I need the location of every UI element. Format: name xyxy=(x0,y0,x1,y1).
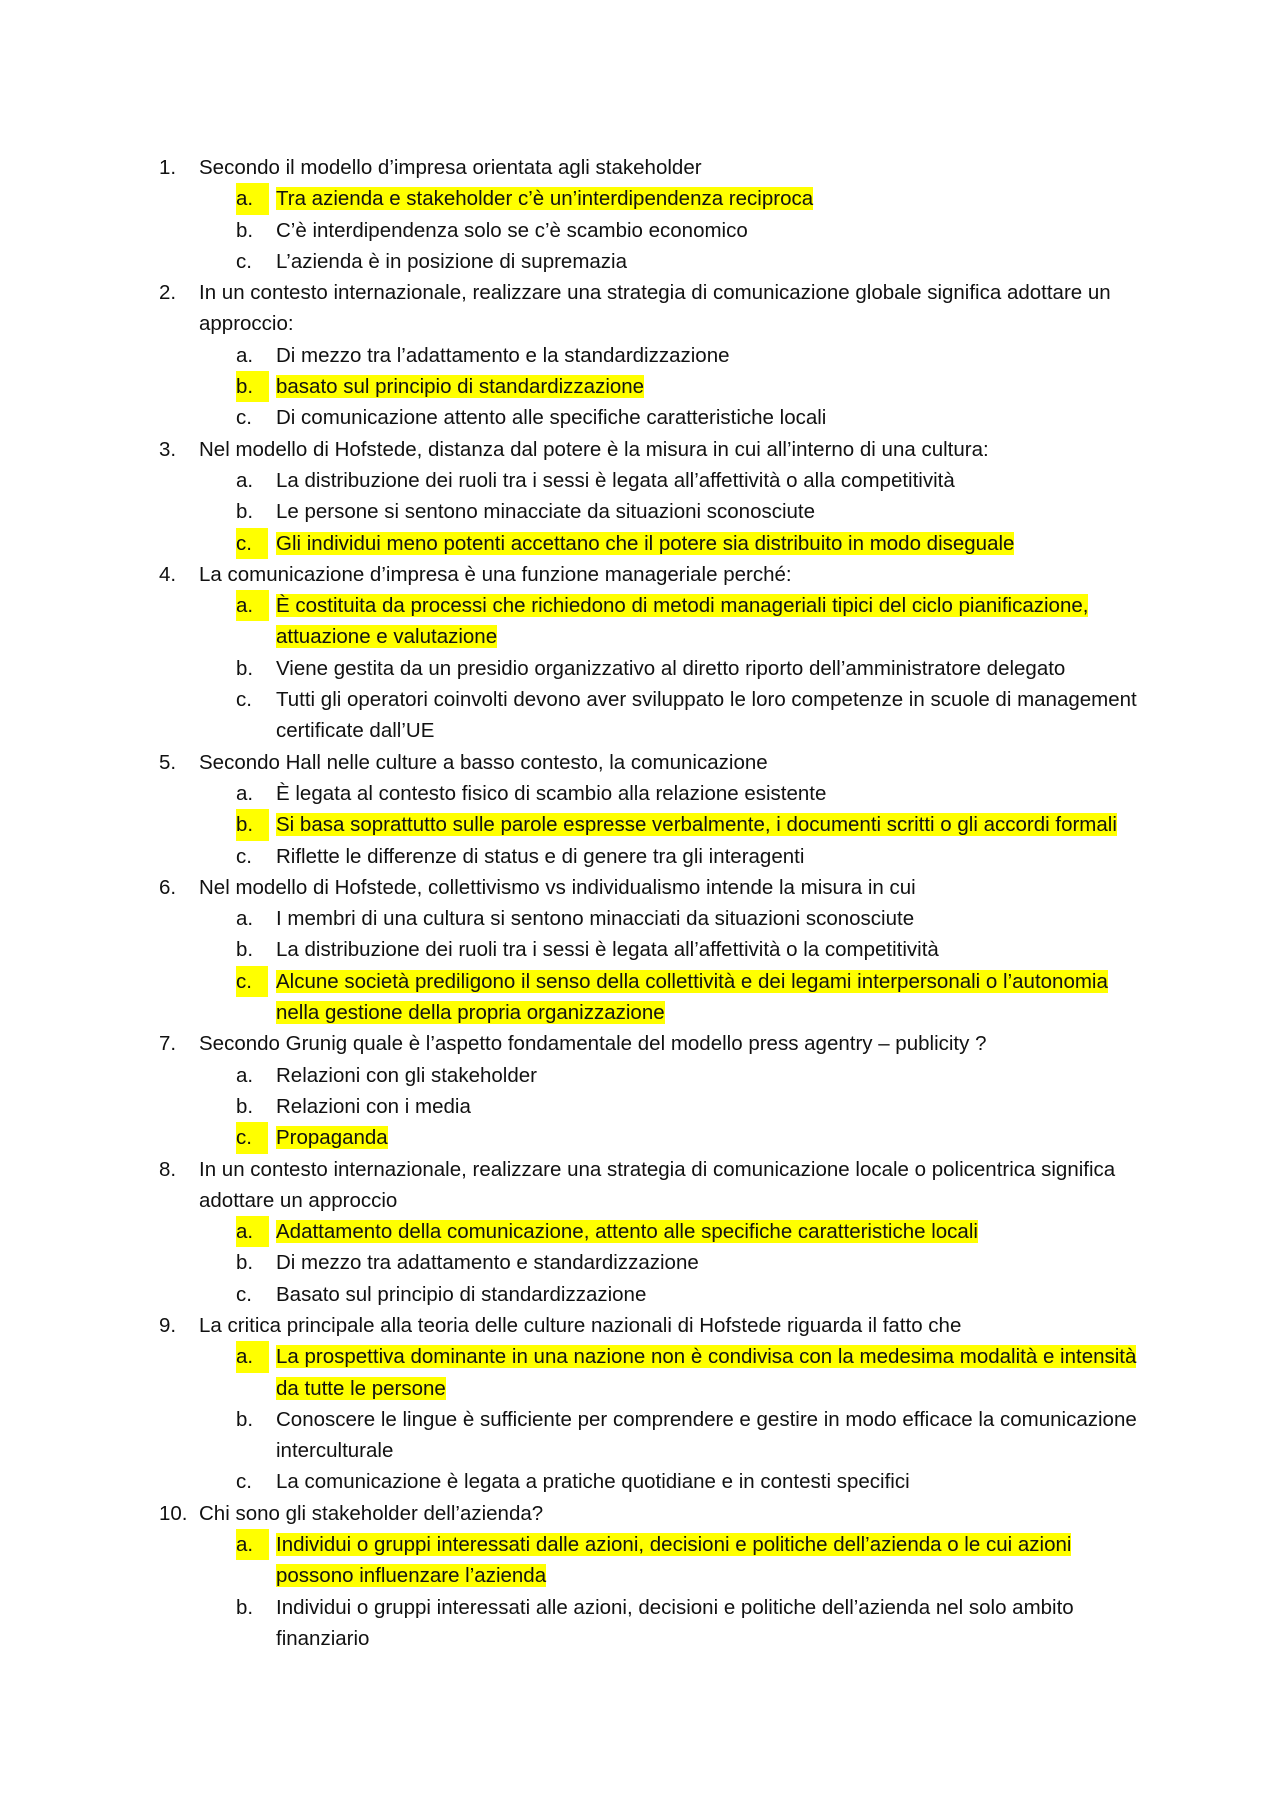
answer-option xyxy=(159,340,1149,371)
answer-option xyxy=(159,1091,1149,1122)
answer-option xyxy=(159,402,1149,433)
option-text: Conoscere le lingue è sufficiente per comprendere e gestire in modo efficace la comunicazione interculturale xyxy=(276,1407,1137,1463)
option-letter: c. xyxy=(236,406,252,430)
question-number: 9. xyxy=(159,1313,177,1337)
answer-option-highlighted xyxy=(159,966,1149,1029)
question-item xyxy=(159,872,1149,1028)
question-text: In un contesto internazionale, realizzare una strategia di comunicazione locale o policentrica significa adottare un approccio xyxy=(199,1157,1116,1212)
answer-option-highlighted xyxy=(159,1341,1149,1404)
question-item xyxy=(159,277,1149,433)
option-letter: a. xyxy=(236,343,254,367)
question-text: Chi sono gli stakeholder dell’azienda? xyxy=(199,1501,544,1525)
option-text: Propaganda xyxy=(276,1126,388,1150)
option-letter: b. xyxy=(236,809,269,840)
option-text: La distribuzione dei ruoli tra i sessi è legata all’affettività o la competitività xyxy=(276,938,939,962)
option-text: I membri di una cultura si sentono minacciati da situazioni sconosciute xyxy=(276,907,915,931)
question-text: In un contesto internazionale, realizzare una strategia di comunicazione globale significa adottare un approccio: xyxy=(199,281,1111,336)
answer-option-highlighted xyxy=(159,1529,1149,1592)
option-letter: b. xyxy=(236,656,254,680)
option-letter: a. xyxy=(236,907,254,931)
option-letter: c. xyxy=(236,1122,268,1153)
question-text: La critica principale alla teoria delle culture nazionali di Hofstede riguarda il fatto che xyxy=(199,1313,962,1337)
option-letter: b. xyxy=(236,500,254,524)
option-letter: a. xyxy=(236,590,269,621)
option-text: basato sul principio di standardizzazione xyxy=(276,375,645,399)
option-letter: c. xyxy=(236,249,252,273)
option-text: Tra azienda e stakeholder c’è un’interdipendenza reciproca xyxy=(276,187,814,211)
option-letter: b. xyxy=(236,1251,254,1275)
question-item xyxy=(159,747,1149,872)
question-text: La comunicazione d’impresa è una funzione manageriale perché: xyxy=(199,562,792,586)
option-text: È legata al contesto fisico di scambio alla relazione esistente xyxy=(276,781,827,805)
option-letter: c. xyxy=(236,844,252,868)
answer-option xyxy=(159,1060,1149,1091)
answer-option xyxy=(159,1247,1149,1278)
answer-option-highlighted xyxy=(159,1122,1149,1153)
option-text: Gli individui meno potenti accettano che il potere sia distribuito in modo diseguale xyxy=(276,531,1015,555)
answer-option-highlighted xyxy=(159,590,1149,653)
answer-option xyxy=(159,465,1149,496)
option-text: Di mezzo tra l’adattamento e la standardizzazione xyxy=(276,343,730,367)
question-number: 8. xyxy=(159,1157,177,1181)
option-text: Riflette le differenze di status e di genere tra gli interagenti xyxy=(276,844,805,868)
option-letter: a. xyxy=(236,468,254,492)
quiz-question-list xyxy=(159,152,1149,1654)
option-text: Basato sul principio di standardizzazione xyxy=(276,1282,647,1306)
question-item xyxy=(159,152,1149,277)
question-text: Nel modello di Hofstede, distanza dal potere è la misura in cui all’interno di una cultura: xyxy=(199,437,989,461)
question-item xyxy=(159,1028,1149,1153)
option-letter: c. xyxy=(236,1282,252,1306)
option-text: Di mezzo tra adattamento e standardizzazione xyxy=(276,1251,699,1275)
option-text: L’azienda è in posizione di supremazia xyxy=(276,249,628,273)
option-text: La prospettiva dominante in una nazione non è condivisa con la medesima modalità e intensità da tutte le persone xyxy=(276,1345,1137,1400)
question-text: Secondo Grunig quale è l’aspetto fondamentale del modello press agentry – publicity ? xyxy=(199,1032,987,1056)
question-item xyxy=(159,559,1149,747)
answer-option xyxy=(159,1279,1149,1310)
answer-option-highlighted xyxy=(159,183,1149,214)
option-letter: c. xyxy=(236,688,252,712)
question-number: 2. xyxy=(159,281,177,305)
option-letter: b. xyxy=(236,1595,254,1619)
question-item xyxy=(159,1154,1149,1310)
answer-option xyxy=(159,1592,1149,1655)
answer-option-highlighted xyxy=(159,371,1149,402)
option-text: Relazioni con i media xyxy=(276,1094,471,1118)
answer-option xyxy=(159,653,1149,684)
answer-option xyxy=(159,246,1149,277)
option-letter: a. xyxy=(236,1216,269,1247)
option-text: Di comunicazione attento alle specifiche caratteristiche locali xyxy=(276,406,827,430)
answer-option xyxy=(159,684,1149,747)
option-letter: a. xyxy=(236,183,269,214)
question-item xyxy=(159,1498,1149,1654)
option-letter: a. xyxy=(236,1063,254,1087)
option-text: La distribuzione dei ruoli tra i sessi è legata all’affettività o alla competitività xyxy=(276,468,955,492)
option-letter: a. xyxy=(236,1341,269,1372)
answer-option-highlighted xyxy=(159,809,1149,840)
question-number: 10. xyxy=(159,1501,188,1525)
option-letter: c. xyxy=(236,528,268,559)
answer-option xyxy=(159,215,1149,246)
question-text: Secondo Hall nelle culture a basso contesto, la comunicazione xyxy=(199,750,768,774)
option-letter: b. xyxy=(236,1407,254,1431)
option-letter: b. xyxy=(236,938,254,962)
option-text: Alcune società prediligono il senso della collettività e dei legami interpersonali o l’autonomia nella gestione della propria organizzazione xyxy=(276,969,1108,1025)
option-text: Si basa soprattutto sulle parole espresse verbalmente, i documenti scritti o gli accordi formali xyxy=(276,813,1117,837)
option-text: Adattamento della comunicazione, attento alle specifiche caratteristiche locali xyxy=(276,1220,978,1244)
option-letter: c. xyxy=(236,1470,252,1494)
answer-option xyxy=(159,1404,1149,1467)
option-text: È costituita da processi che richiedono di metodi manageriali tipici del ciclo pianificazione, attuazione e valutazione xyxy=(276,594,1089,649)
answer-option xyxy=(159,934,1149,965)
question-number: 6. xyxy=(159,875,177,899)
option-text: La comunicazione è legata a pratiche quotidiane e in contesti specifici xyxy=(276,1470,910,1494)
option-letter: b. xyxy=(236,218,254,242)
answer-option-highlighted xyxy=(159,1216,1149,1247)
answer-option xyxy=(159,903,1149,934)
question-number: 1. xyxy=(159,156,177,179)
answer-option-highlighted xyxy=(159,528,1149,559)
question-text: Nel modello di Hofstede, collettivismo vs individualismo intende la misura in cui xyxy=(199,875,916,899)
option-letter: a. xyxy=(236,1529,269,1560)
question-text: Secondo il modello d’impresa orientata agli stakeholder xyxy=(199,156,702,179)
question-number: 3. xyxy=(159,437,177,461)
option-text: Relazioni con gli stakeholder xyxy=(276,1063,537,1087)
question-number: 4. xyxy=(159,562,177,586)
option-letter: c. xyxy=(236,966,268,997)
answer-option xyxy=(159,1466,1149,1497)
option-text: C’è interdipendenza solo se c’è scambio economico xyxy=(276,218,748,242)
option-text: Viene gestita da un presidio organizzativo al diretto riporto dell’amministratore delegato xyxy=(276,656,1066,680)
option-letter: b. xyxy=(236,1094,254,1118)
question-number: 7. xyxy=(159,1032,177,1056)
option-text: Le persone si sentono minacciate da situazioni sconosciute xyxy=(276,500,816,524)
question-number: 5. xyxy=(159,750,177,774)
answer-option xyxy=(159,496,1149,527)
option-text: Tutti gli operatori coinvolti devono aver sviluppato le loro competenze in scuole di management certificate dall’UE xyxy=(276,688,1137,743)
option-letter: a. xyxy=(236,781,254,805)
option-text: Individui o gruppi interessati dalle azioni, decisioni e politiche dell’azienda o le cui azioni possono influenzare l’azienda xyxy=(276,1533,1072,1588)
answer-option xyxy=(159,841,1149,872)
option-letter: b. xyxy=(236,371,269,402)
answer-option xyxy=(159,778,1149,809)
question-item xyxy=(159,434,1149,559)
option-text: Individui o gruppi interessati alle azioni, decisioni e politiche dell’azienda nel solo ambito finanziario xyxy=(276,1595,1074,1650)
question-item xyxy=(159,1310,1149,1498)
